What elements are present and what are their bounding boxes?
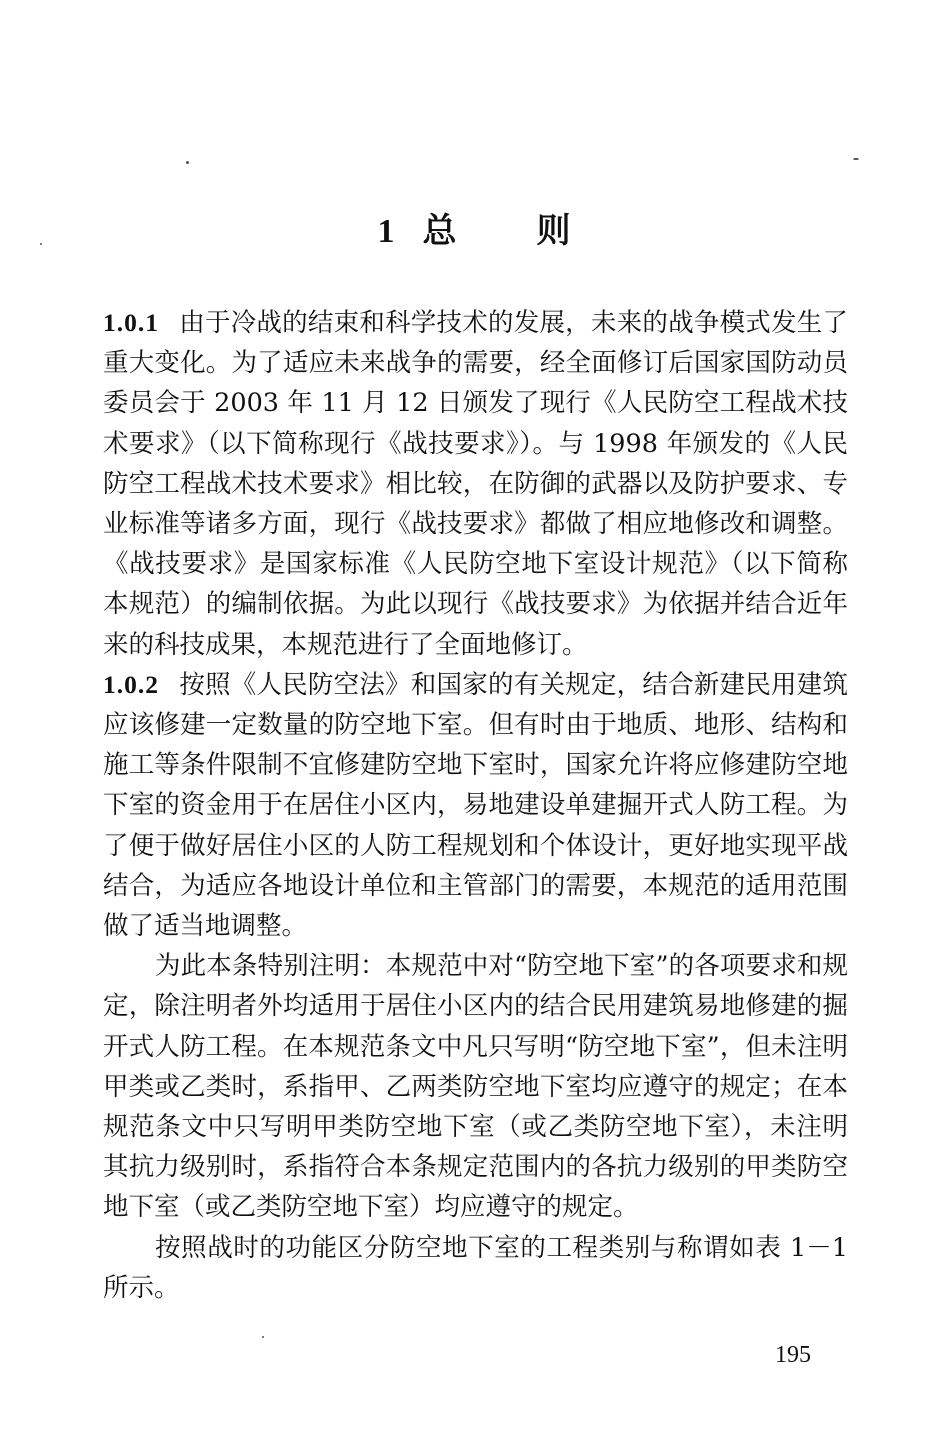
scan-speck bbox=[853, 158, 859, 160]
scan-speck bbox=[186, 161, 189, 164]
paragraph: 为此本条特别注明：本规范中对“防空地下室”的各项要求和规定，除注明者外均适用于居住小区内的结合民用建筑易地修建的掘开式人防工程。在本规范条文中凡只写明“防空地下室”，但未注明甲类或乙类时，系指甲、乙两类防空地下室均应遵守的规定；在本规范条文中只写明甲类防空地下室（或乙类防空地下室），未注明其抗力级别时，系指符合本条规定范围内的各抗力级别的甲类防空地下室（或乙类防空地下室）均应遵守的规定。 bbox=[103, 951, 848, 1223]
clause-number: 1.0.2 bbox=[103, 669, 159, 699]
clause-text: 由于冷战的结束和科学技术的发展，未来的战争模式发生了重大变化。为了适应未来战争的需要，经全面修订后国家国防动员委员会于 2003 年 11 月 12 日颁发了现行《人民防空工程战术技术要求》（以下简称现行《战技要求》）。与 1998 年颁发的《人民防空工程战术技术要求》相比较，在防御的武器以及防护要求、专业标准等诸多方面，现行《战技要求》都做了相应地修改和调整。《战技要求》是国家标准《人民防空地下室设计规范》（以下简称本规范）的编制依据。为此以现行《战技要求》为依据并结合近年来的科技成果，本规范进行了全面地修订。 bbox=[103, 308, 848, 660]
body-text bbox=[103, 303, 848, 1308]
clause-number: 1.0.1 bbox=[103, 308, 159, 337]
scan-speck bbox=[262, 1336, 264, 1338]
chapter-title bbox=[0, 203, 950, 252]
paragraph: 按照战时的功能区分防空地下室的工程类别与称谓如表 1－1 所示。 bbox=[103, 1232, 848, 1303]
page-number: 195 bbox=[775, 1342, 811, 1368]
chapter-number: 1 bbox=[377, 213, 397, 250]
clause-1-0-2 bbox=[103, 665, 848, 946]
chapter-title-part1: 总 bbox=[422, 211, 459, 251]
clause-text: 按照《人民防空法》和国家的有关规定，结合新建民用建筑应该修建一定数量的防空地下室。但有时由于地质、地形、结构和施工等条件限制不宜修建防空地下室时，国家允许将应修建防空地下室的资金用于在居住小区内，易地建设单建掘开式人防工程。为了便于做好居住小区的人防工程规划和个体设计，更好地实现平战结合，为适应各地设计单位和主管部门的需要，本规范的适用范围做了适当地调整。 bbox=[103, 669, 848, 942]
chapter-title-part2: 则 bbox=[536, 211, 573, 251]
clause-1-0-1 bbox=[103, 303, 848, 665]
